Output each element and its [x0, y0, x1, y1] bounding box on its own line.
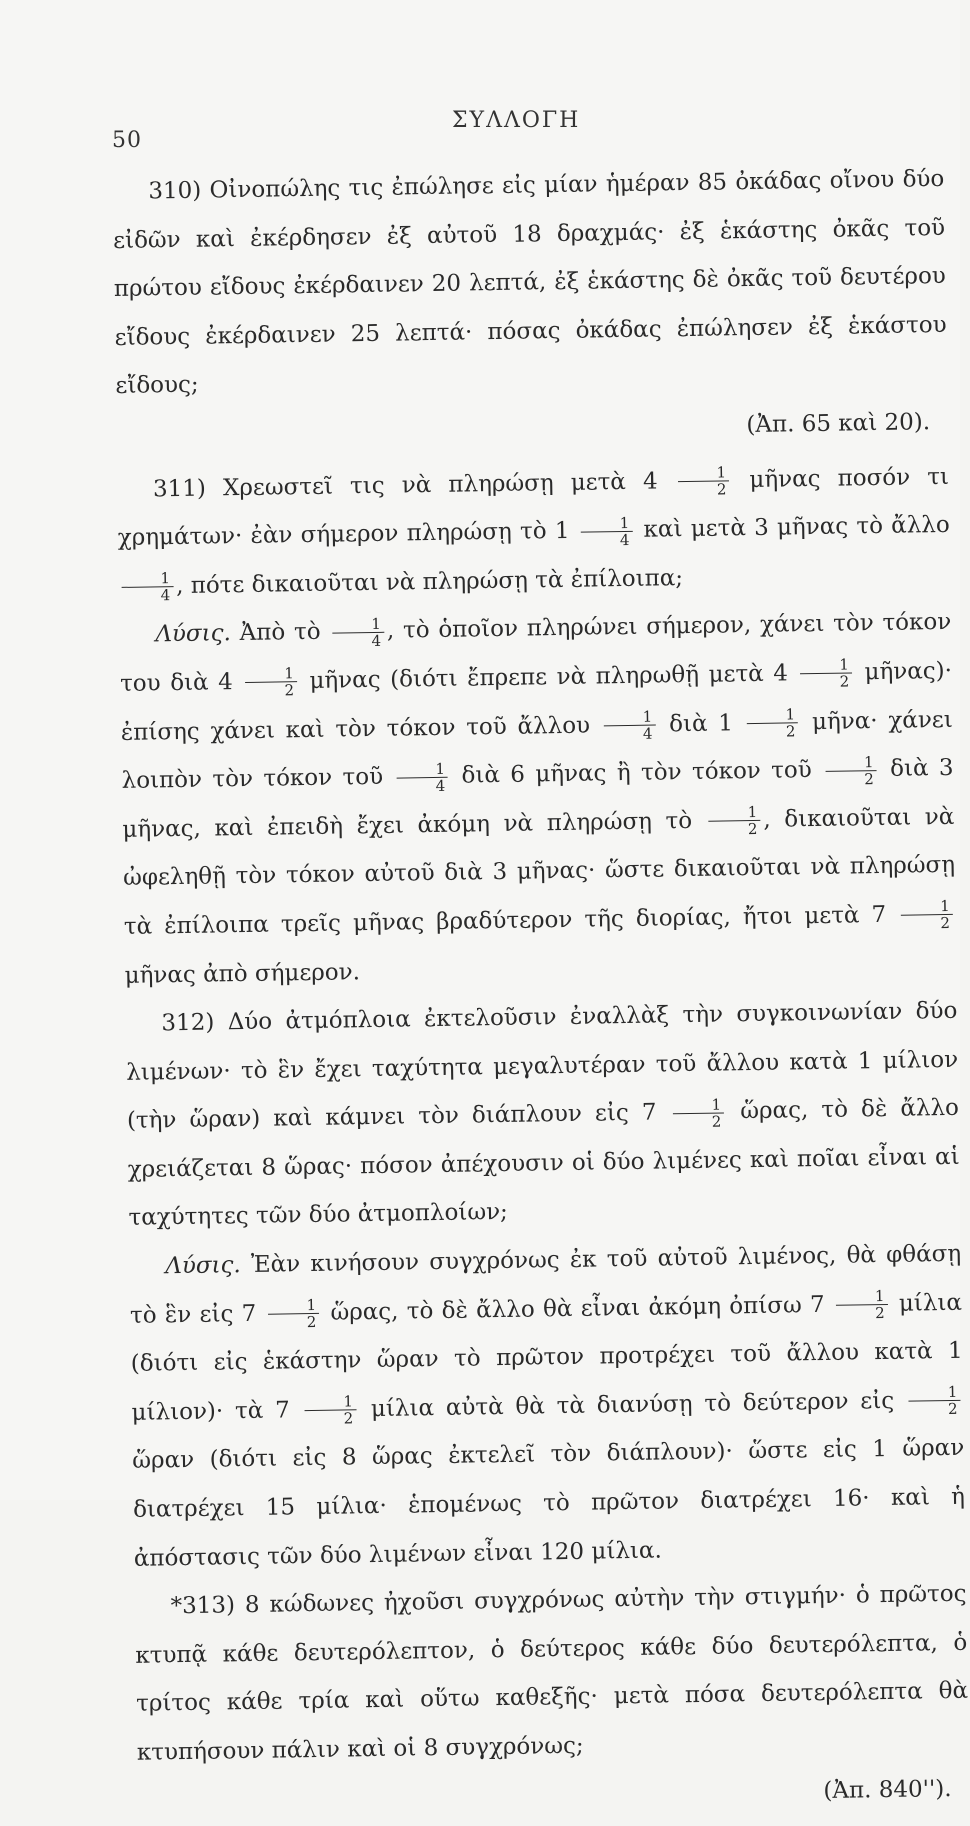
problem-312: [125, 987, 961, 1243]
solution-312-text-a: Ἐὰν κινήσουν συγχρόνως ἐκ τοῦ αὐτοῦ λιμένος, θὰ φθάσῃ τὸ ἓν εἰς 7: [129, 1240, 962, 1329]
fraction: $\frac{1}{2}$: [800, 657, 852, 691]
solution-311-text-a: Ἀπὸ τὸ: [239, 619, 321, 647]
solution-311-text-i: , δικαιοῦται νὰ ὠφεληθῇ τὸν τόκον αὐτοῦ διὰ 3 μῆνας· ὥστε δικαιοῦται νὰ πληρώσῃ τὰ ἐπίλοιπα τρεῖς μῆνας βραδύτερον τῆς διορίας, ἤτοι μετὰ 7: [122, 803, 956, 940]
problem-313: [134, 1570, 970, 1826]
page-header: [0, 92, 960, 152]
fraction: $\frac{1}{2}$: [245, 666, 297, 700]
problem-312-text-a: 312) Δύο ἀτμόπλοια ἐκτελοῦσιν ἐναλλὰξ τὴν συγκοινωνίαν δύο λιμένων· τὸ ἓν ἔχει ταχύτητα μεγαλυτέραν τοῦ ἄλλου κατὰ 1 μίλιον (τὴν ὥραν) καὶ κάμνει τὸν διάπλουν εἰς 7: [126, 997, 959, 1135]
problem-310-answer: (Ἀπ. 65 καὶ 20).: [746, 409, 931, 439]
solution-311-text-b: , τὸ ὁποῖον πληρώνει σήμερον, χάνει τὸν τόκον του διὰ 4: [119, 609, 952, 697]
solution-312-text-b: ὥρας, τὸ δὲ ἄλλο θὰ εἶναι ἀκόμη ὀπίσω 7: [330, 1291, 825, 1326]
fraction: $\frac{1}{2}$: [677, 464, 729, 498]
solution-311-text-f: μῆνα· χάνει λοιπὸν τὸν τόκον τοῦ: [121, 706, 953, 795]
fraction: $\frac{1}{2}$: [825, 754, 877, 788]
fraction: $\frac{1}{4}$: [332, 616, 384, 650]
fraction: $\frac{1}{4}$: [121, 570, 173, 604]
problem-311-text-c: καὶ μετὰ 3 μῆνας τὸ ἄλλο: [643, 512, 950, 543]
page-number: 50: [112, 128, 142, 153]
solution-label: Λύσις.: [165, 1252, 241, 1280]
fraction: $\frac{1}{4}$: [396, 760, 448, 794]
solution-312-text-d: μίλια αὐτὰ θὰ τὰ διανύσῃ τὸ δεύτερον εἰς: [370, 1387, 895, 1422]
solution-311-text-g: διὰ 6 μῆνας ἢ τὸν τόκον τοῦ: [461, 757, 812, 789]
problem-310: [112, 155, 948, 460]
problem-311-text-b: μῆνας ποσόν τι χρημάτων· ἐὰν σήμερον πληρώσῃ τὸ 1: [117, 463, 950, 552]
fraction: $\frac{1}{4}$: [581, 515, 633, 549]
fraction: $\frac{1}{2}$: [836, 1288, 888, 1322]
problem-311-text-a: 311) Χρεωστεῖ τις νὰ πληρώσῃ μετὰ 4: [152, 468, 658, 502]
solution-311-text-c: μῆνας (διότι ἔπρεπε νὰ πληρωθῇ μετὰ 4: [309, 660, 789, 694]
solution-311-text-d: μῆνας)· ἐπίσης χάνει καὶ τὸν τόκον τοῦ ἄλλου: [120, 657, 953, 746]
fraction: $\frac{1}{2}$: [267, 1297, 319, 1331]
fraction: $\frac{1}{2}$: [672, 1096, 724, 1130]
running-head: ΣΥΛΛΟΓΗ: [452, 108, 581, 133]
problem-312-text-b: ὥρας, τὸ δὲ ἄλλο χρειάζεται 8 ὥρας· πόσον ἀπέχουσιν οἱ δύο λιμένες καὶ ποῖαι εἶναι αἱ ταχύτητες τῶν δύο ἀτμοπλοίων;: [127, 1095, 960, 1232]
solution-312-text-e: ὥραν (διότι εἰς 8 ὥρας ἐκτελεῖ τὸν διάπλουν)· ὥστε εἰς 1 ὥραν διατρέχει 15 μίλια· ἑπομένως τὸ πρῶτον διατρέχει 16· καὶ ἡ ἀπόστασις τῶν δύο λιμένων εἶναι 120 μίλια.: [132, 1435, 966, 1572]
problem-310-text: 310) Οἰνοπώλης τις ἐπώλησε εἰς μίαν ἡμέραν 85 ὀκάδας οἴνου δύο εἰδῶν καὶ ἐκέρδησεν ἐξ αὐτοῦ 18 δραχμάς· ἐξ ἑκάστης ὀκᾶς τοῦ πρώτου εἴδους ἐκέρδαινεν 20 λεπτά, ἐξ ἑκάστης δὲ ὀκᾶς τοῦ δευτέρου εἴδους ἐκέρδαινεν 25 λεπτά· πόσας ὀκάδας ἐπώλησεν ἐξ ἑκάστου εἴδους;: [112, 165, 947, 400]
solution-311-text-j: μῆνας ἀπὸ σήμερον.: [124, 958, 361, 989]
solution-312-text-c: μίλια (διότι εἰς ἑκάστην ὥραν τὸ πρῶτον προτρέχει τοῦ ἄλλου κατὰ 1 μίλιον)· τὰ 7: [130, 1289, 963, 1426]
problem-313-answer: (Ἀπ. 840'').: [823, 1775, 952, 1804]
problem-311: [117, 452, 951, 611]
page-body: [112, 155, 970, 1826]
fraction: $\frac{1}{4}$: [604, 709, 656, 743]
problem-313-text: *313) 8 κώδωνες ἠχοῦσι συγχρόνως αὐτὴν τὴν στιγμήν· ὁ πρῶτος κτυπᾷ κάθε δευτερόλεπτον, ὁ δεύτερος κάθε δύο δευτερόλεπτα, ὁ τρίτος κάθε τρία καὶ οὕτω καθεξῆς· μετὰ πόσα δευτερόλεπτα θὰ κτυπήσουν πάλιν καὶ οἱ 8 συγχρόνως;: [135, 1580, 969, 1766]
problem-311-text-d: , πότε δικαιοῦται νὰ πληρώσῃ τὰ ἐπίλοιπα;: [175, 564, 684, 599]
solution-312: [129, 1230, 966, 1583]
solution-311-text-h: διὰ 3 μῆνας, καὶ ἐπειδὴ ἔχει ἀκόμη νὰ πληρώσῃ τὸ: [122, 754, 954, 843]
solution-311: [119, 598, 957, 1000]
fraction: $\frac{1}{2}$: [901, 898, 953, 932]
solution-311-text-e: διὰ 1: [668, 709, 734, 737]
solution-label: Λύσις.: [155, 620, 232, 648]
fraction: $\frac{1}{2}$: [909, 1384, 961, 1418]
fraction: $\frac{1}{2}$: [746, 706, 798, 740]
fraction: $\frac{1}{2}$: [709, 804, 761, 838]
fraction: $\frac{1}{2}$: [304, 1394, 356, 1428]
